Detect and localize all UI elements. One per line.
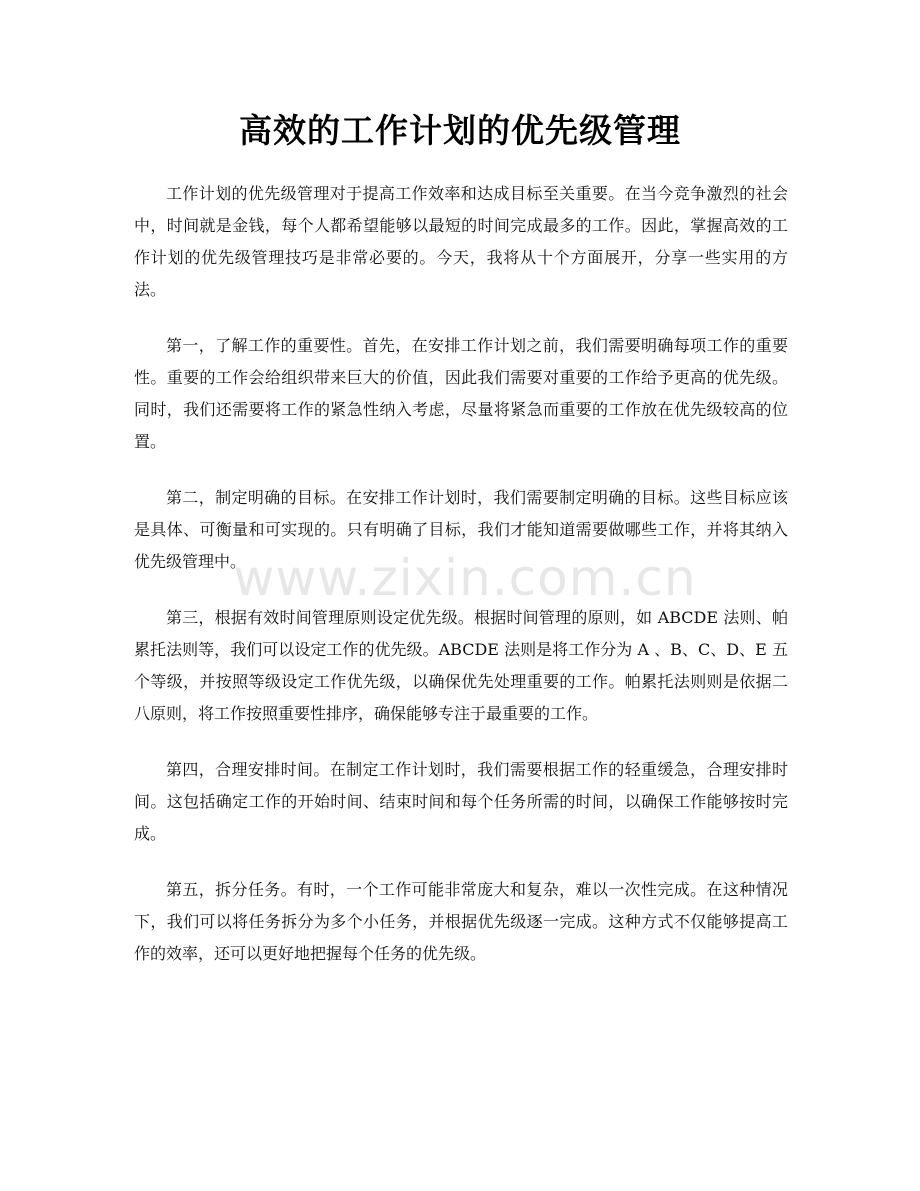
document-body <box>134 178 788 994</box>
paragraph-third: 第三，根据有效时间管理原则设定优先级。根据时间管理的原则，如 ABCDE 法则、帕累托法则等，我们可以设定工作的优先级。ABCDE 法则是将工作分为 A 、B、C、D、E 五个等级，并按照等级设定工作优先级，以确保优先处理重要的工作。帕累托法则则是依据二八原则，将工作按照重要性排序，确保能够专注于最重要的工作。 <box>134 608 788 723</box>
watermark-text: www.zixin.com.cn <box>233 549 697 607</box>
paragraph-fifth: 第五，拆分任务。有时，一个工作可能非常庞大和复杂，难以一次性完成。在这种情况下，我们可以将任务拆分为多个小任务，并根据优先级逐一完成。这种方式不仅能够提高工作的效率，还可以更好地把握每个任务的优先级。 <box>134 880 788 963</box>
paragraph-fourth: 第四，合理安排时间。在制定工作计划时，我们需要根据工作的轻重缓急，合理安排时间。这包括确定工作的开始时间、结束时间和每个任务所需的时间，以确保工作能够按时完成。 <box>134 760 788 843</box>
document-title: 高效的工作计划的优先级管理 <box>239 111 681 150</box>
paragraph-first: 第一，了解工作的重要性。首先，在安排工作计划之前，我们需要明确每项工作的重要性。重要的工作会给组织带来巨大的价值，因此我们需要对重要的工作给予更高的优先级。同时，我们还需要将工作的紧急性纳入考虑，尽量将紧急而重要的工作放在优先级较高的位置。 <box>134 336 788 451</box>
paragraph-intro: 工作计划的优先级管理对于提高工作效率和达成目标至关重要。在当今竞争激烈的社会中，时间就是金钱，每个人都希望能够以最短的时间完成最多的工作。因此，掌握高效的工作计划的优先级管理技巧是非常必要的。今天，我将从十个方面展开，分享一些实用的方法。 <box>134 184 788 299</box>
paragraph-second: 第二，制定明确的目标。在安排工作计划时，我们需要制定明确的目标。这些目标应该是具体、可衡量和可实现的。只有明确了目标，我们才能知道需要做哪些工作，并将其纳入优先级管理中。 <box>134 488 788 571</box>
